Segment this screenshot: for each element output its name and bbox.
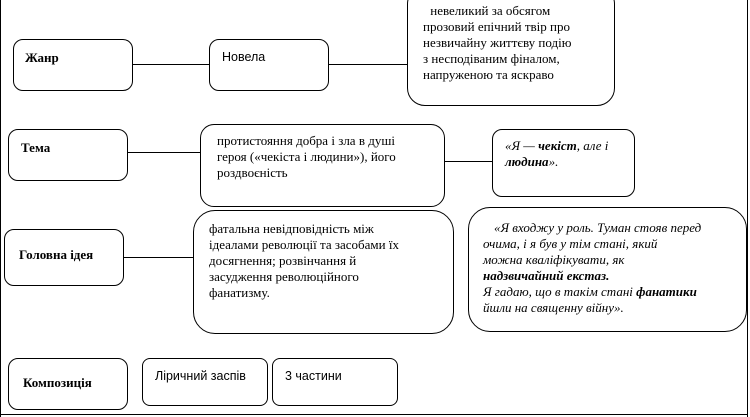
- idea-value-box: [193, 210, 454, 334]
- composition-label: Композиція: [23, 375, 92, 390]
- composition-part-2: 3 частини: [285, 369, 342, 383]
- composition-part-1: Ліричний заспів: [155, 369, 246, 383]
- frame-right-border: [747, 0, 748, 417]
- idea-connector-1: [124, 257, 194, 258]
- theme-label: Тема: [21, 140, 51, 155]
- genre-connector-1: [133, 64, 210, 65]
- composition-label-box: [8, 358, 128, 410]
- genre-label-box: [13, 39, 133, 91]
- idea-quote-box: [468, 207, 747, 332]
- theme-connector-2: [445, 161, 493, 162]
- theme-quote-box: [492, 129, 635, 197]
- theme-connector-1: [128, 152, 201, 153]
- genre-value-box: [209, 39, 329, 91]
- composition-part-1-box: [142, 358, 268, 406]
- genre-value: Новела: [222, 50, 266, 64]
- theme-label-box: [8, 129, 128, 181]
- genre-description-box: [407, 0, 615, 106]
- frame-bottom-border: [0, 414, 748, 415]
- theme-quote: «Я — чекіст, але і людина».: [505, 138, 609, 169]
- genre-description: невеликий за обсягом прозовий епічний твір про незвичайну життєву подію з несподіваним фіналом, напруженою та яскраво: [423, 3, 572, 82]
- frame-left-border: [0, 0, 1, 417]
- idea-quote: «Я входжу у роль. Туман стояв перед очима, і я був у тім стані, який можна кваліфікувати, як надзвичайний екстаз. Я гадаю, що в такім стані фанатики йшли на священну війну».: [483, 220, 702, 315]
- idea-label: Головна ідея: [19, 247, 94, 262]
- composition-part-2-box: [272, 358, 398, 406]
- idea-label-box: [4, 229, 124, 286]
- idea-value: фатальна невідповідність між ідеалами революції та засобами їх досягнення; розвінчання й засудження революційного фанатизму.: [209, 221, 399, 300]
- theme-value-box: [200, 124, 445, 207]
- genre-label: Жанр: [25, 50, 59, 65]
- genre-connector-2: [329, 64, 408, 65]
- theme-value: протистояння добра і зла в душі героя («чекіста і людини»), його роздвоєність: [217, 133, 396, 180]
